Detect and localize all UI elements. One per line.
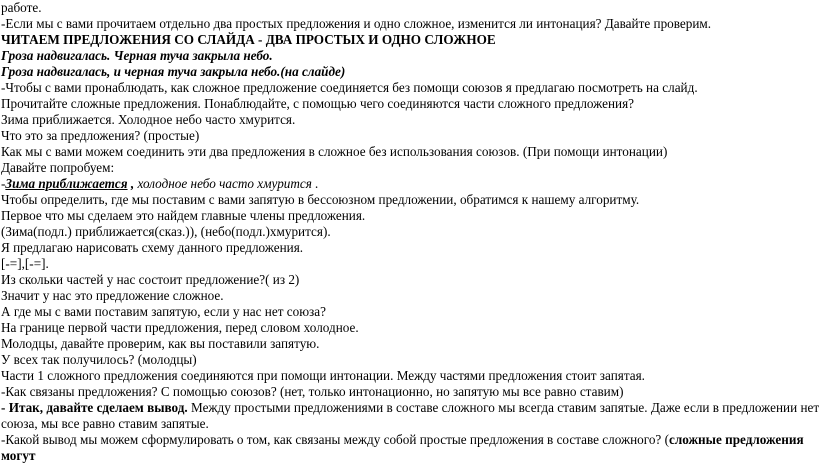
text-line: Молодцы, давайте проверим, как вы поставили запятую. — [1, 336, 320, 351]
text-line: работе. — [1, 0, 42, 15]
example-part-1: Зима приближается — [5, 176, 128, 191]
example-comma: , — [127, 176, 138, 191]
example-part-2: холодное небо часто хмурится — [137, 176, 312, 191]
text-line: могут — [1, 448, 36, 463]
text-line: Давайте попробуем: — [1, 160, 115, 175]
question-answer: сложные предложения — [668, 432, 804, 447]
text-line: (Зима(подл.) приближается(сказ.)), (небо(подл.)хмурится). — [1, 224, 331, 239]
sentence-scheme: [-=],[-=]. — [1, 256, 49, 271]
text-line: Первое что мы сделаем это найдем главные члены предложения. — [1, 208, 366, 223]
conclusion-rest: Между простыми предложениями в составе сложного мы всегда ставим запятые. Даже если в предложении нет — [187, 400, 819, 415]
text-line: Прочитайте сложные предложения. Понаблюдайте, с помощью чего соединяются части сложного предложения? — [1, 96, 634, 111]
text-line: -Чтобы с вами пронаблюдать, как сложное предложение соединяется без помощи союзов я предлагаю посмотреть на слайд. — [1, 80, 698, 95]
example-dash: - — [1, 176, 6, 191]
text-line: -Если мы с вами прочитаем отдельно два простых предложения и одно сложное, изменится ли интонация? Давайте проверим. — [1, 16, 712, 31]
text-line: Что это за предложения? (простые) — [1, 128, 200, 143]
text-line: Зима приближается. Холодное небо часто хмурится. — [1, 112, 296, 127]
text-line: А где мы с вами поставим запятую, если у нас нет союза? — [1, 304, 326, 319]
question-text: -Какой вывод мы можем сформулировать о том, как связаны между собой простые предложения в составе сложного? ( — [1, 432, 669, 447]
text-line: У всех так получилось? (молодцы) — [1, 352, 197, 367]
text-line: Я предлагаю нарисовать схему данного предложения. — [1, 240, 304, 255]
text-line: союза, мы все равно ставим запятые. — [1, 416, 209, 431]
example-sentence: Гроза надвигалась. Черная туча закрыла небо. — [1, 48, 273, 63]
text-line: Части 1 сложного предложения соединяются при помощи интонации. Между частями предложения стоит запятая. — [1, 368, 645, 383]
conclusion-line — [1, 400, 819, 416]
example-line — [1, 176, 814, 192]
section-heading: ЧИТАЕМ ПРЕДЛОЖЕНИЯ СО СЛАЙДА - ДВА ПРОСТЫХ И ОДНО СЛОЖНОЕ — [1, 32, 496, 47]
text-line: Из скольки частей у нас состоит предложение?( из 2) — [1, 272, 300, 287]
text-line: -Как связаны предложения? С помощью союзов? (нет, только интонационно, но запятую мы все равно ставим) — [1, 384, 624, 399]
conclusion-lead: - Итак, давайте сделаем вывод. — [1, 400, 188, 415]
text-line: На границе первой части предложения, перед словом холодное. — [1, 320, 359, 335]
text-line: Чтобы определить, где мы поставим с вами запятую в бессоюзном предложении, обратимся к нашему алгоритму. — [1, 192, 640, 207]
example-tail: . — [311, 176, 319, 191]
example-sentence: Гроза надвигалась, и черная туча закрыла небо.(на слайде) — [1, 64, 346, 79]
text-line: Как мы с вами можем соединить эти два предложения в сложное без использования союзов. (При помощи интонации) — [1, 144, 668, 159]
question-line — [1, 432, 814, 448]
text-line: Значит у нас это предложение сложное. — [1, 288, 224, 303]
